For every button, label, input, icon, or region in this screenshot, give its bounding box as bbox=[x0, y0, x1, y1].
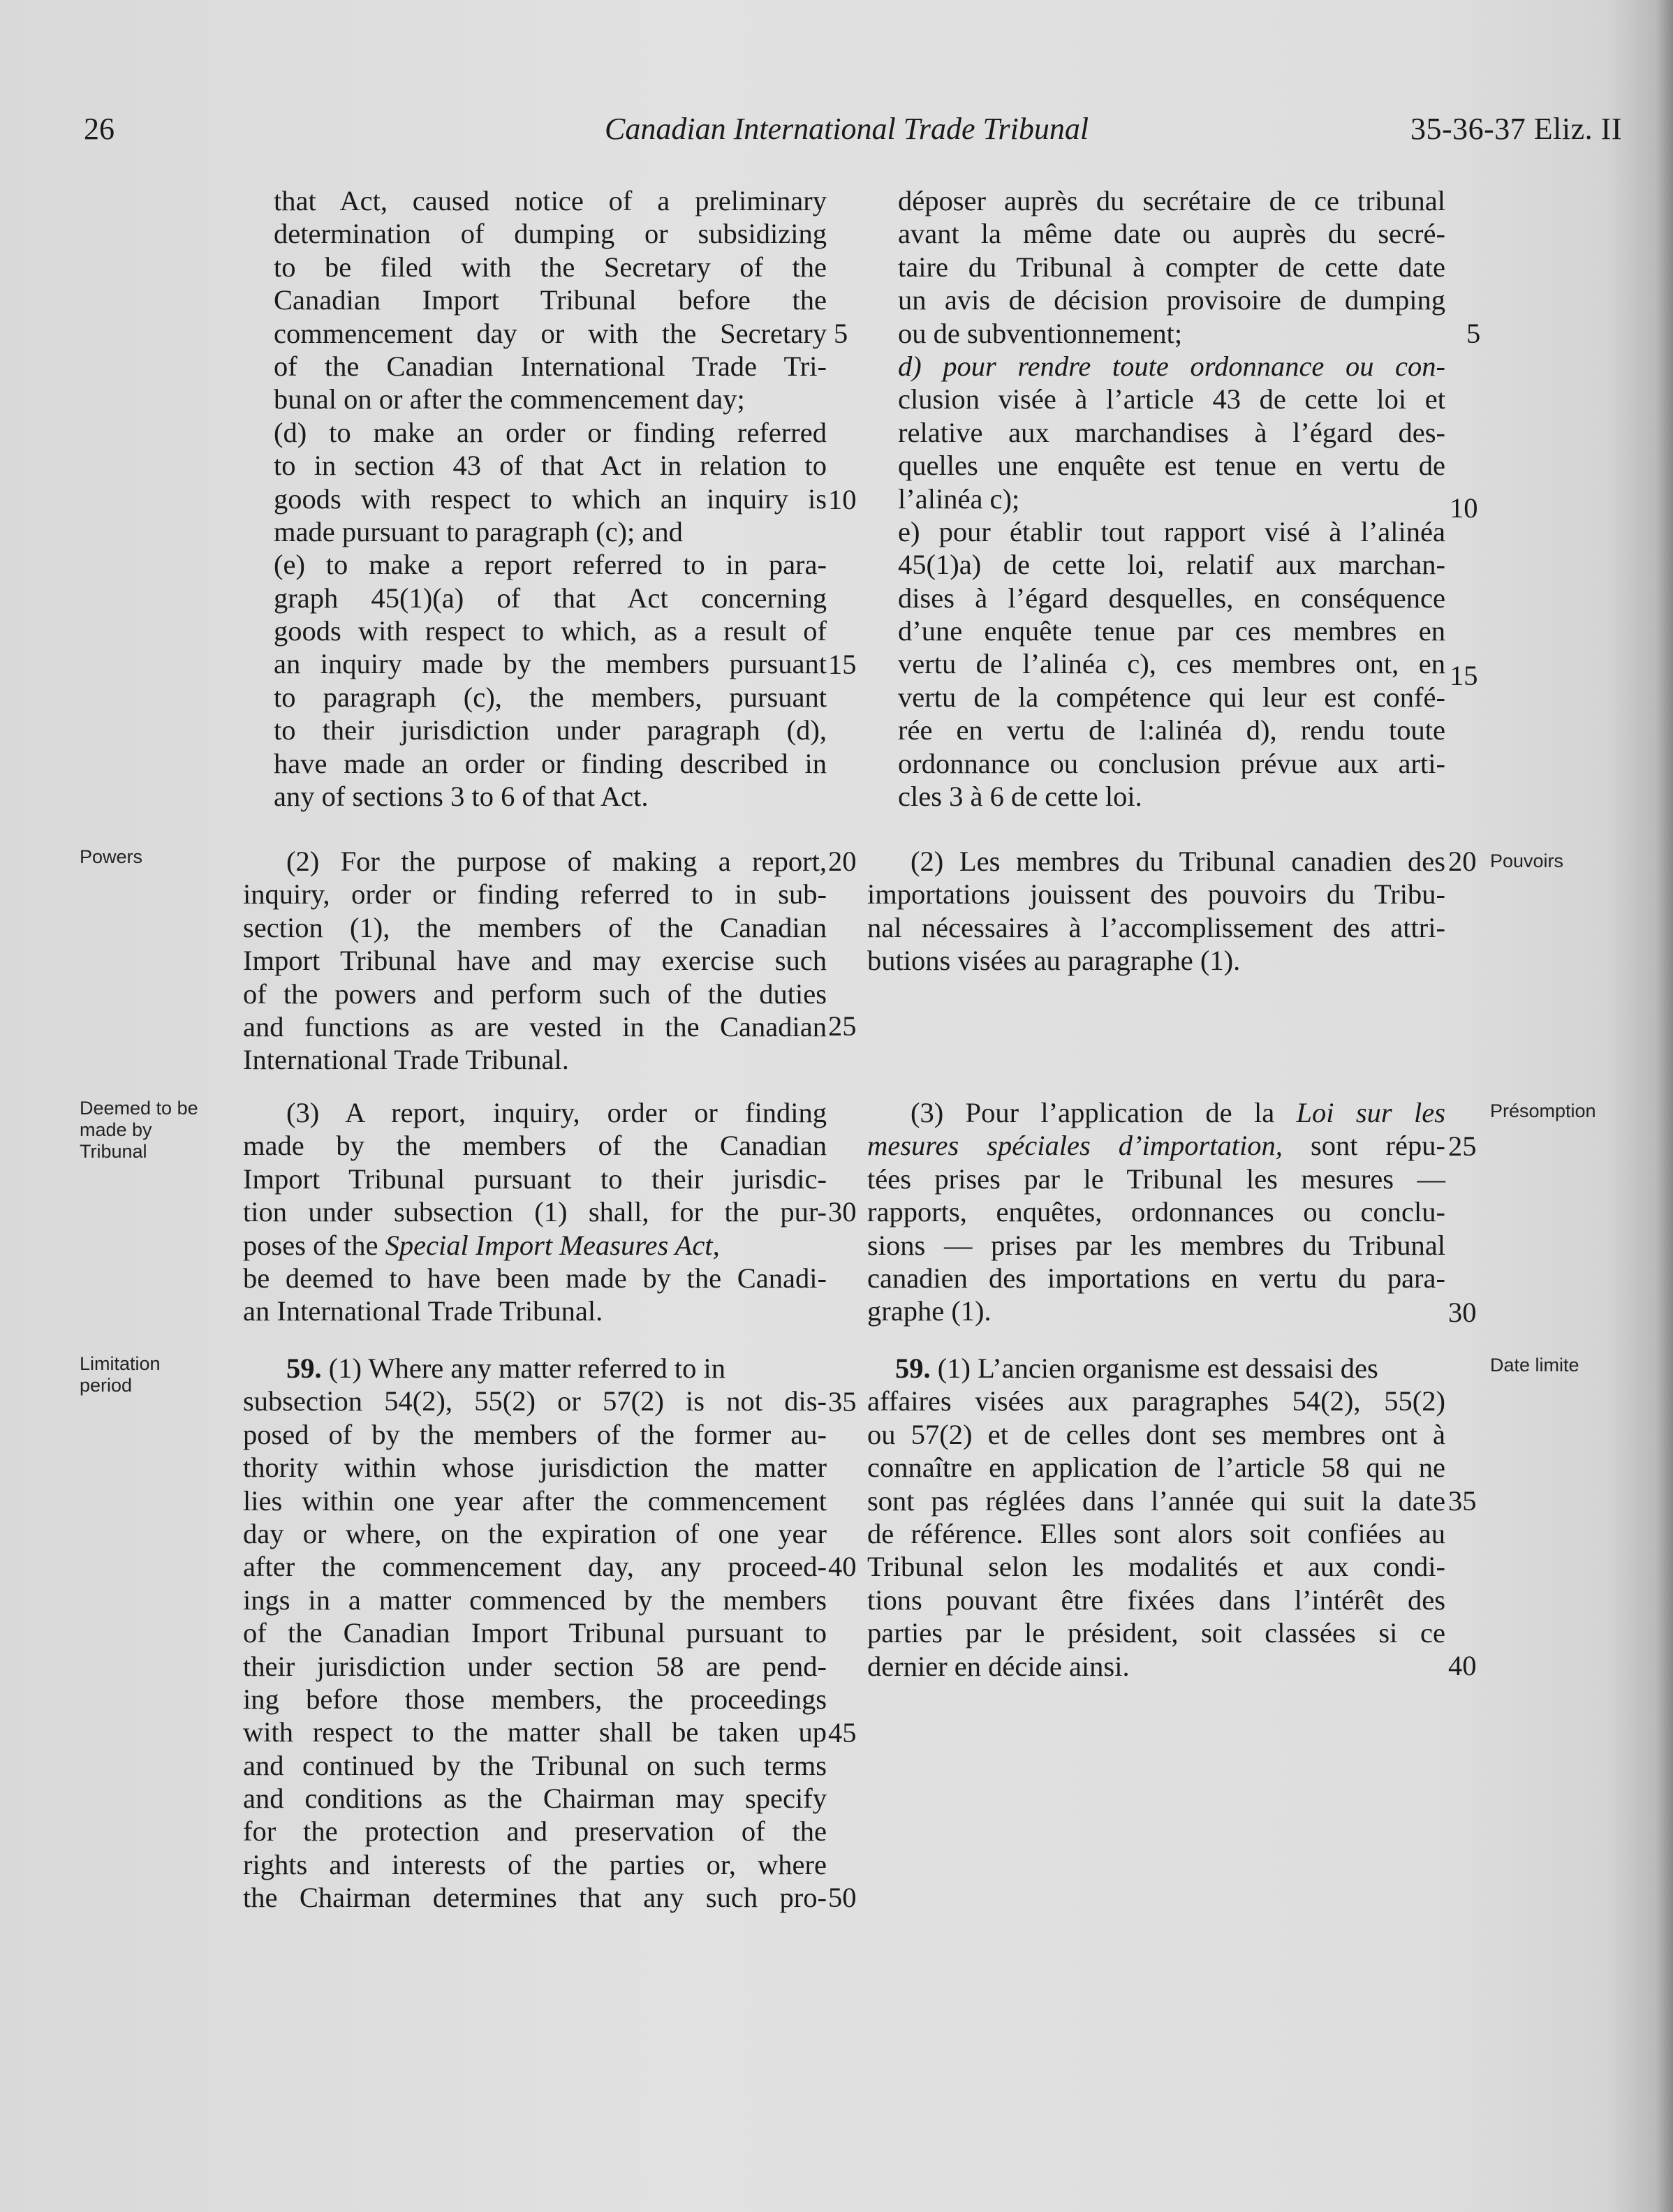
line-number: 40 bbox=[828, 1551, 857, 1582]
running-right: 35-36-37 Eliz. II bbox=[1410, 112, 1622, 146]
line-number: 20 bbox=[1448, 846, 1477, 877]
english-section-59: 59. (1) Where any matter referred to in subsection 54(2), 55(2) or 57(2) is not dis- posed of by the members of the former au- thority within whose jurisdiction the matter lies within one year after the commencement day or where, on the expiration of one year after the commencement day, any proceed- ings in a matter commenced by the members of the Canadian Import Tribunal pursuant to their jurisdiction under section 58 are pend- ing before those members, the proceedings with respect to the matter shall be taken up and continued by the Tribunal on such terms and conditions as the Chairman may specify for the protection and preservation of the rights and interests of the parties or, where the Chairman determines that any such pro- bbox=[243, 1352, 827, 1914]
margin-note-limitation: Limitation period bbox=[80, 1353, 161, 1396]
line-number: 15 bbox=[828, 649, 857, 680]
running-title: Canadian International Trade Tribunal bbox=[605, 112, 1089, 146]
line-number: 35 bbox=[1448, 1485, 1477, 1517]
line-number: 25 bbox=[828, 1010, 857, 1042]
line-number: 40 bbox=[1448, 1650, 1477, 1681]
line-number: 10 bbox=[828, 484, 857, 515]
english-subsection-2: (2) For the purpose of making a report, inquiry, order or finding referred to in sub- section (1), the members of the Canadian Import Tribunal have and may exercise such of the powers and perform such of the duties and functions as are vested in the Canadian International Trade Tribunal. bbox=[243, 846, 827, 1076]
french-subsection-2: (2) Les membres du Tribunal canadien des importations jouissent des pouvoirs du Tribu- nal nécessaires à l’accomplissement des attri- butions visées au paragraphe (1). bbox=[867, 846, 1445, 977]
line-number: 50 bbox=[828, 1882, 857, 1913]
margin-note-powers: Powers bbox=[80, 846, 143, 867]
line-number: 15 bbox=[1450, 660, 1478, 691]
page-number: 26 bbox=[84, 112, 115, 146]
margin-note-presomption: Présomption bbox=[1490, 1100, 1596, 1121]
line-number: 30 bbox=[828, 1196, 857, 1227]
margin-note-pouvoirs: Pouvoirs bbox=[1490, 850, 1564, 871]
line-number: 45 bbox=[828, 1717, 857, 1748]
line-number: 30 bbox=[1448, 1297, 1477, 1328]
line-number: 20 bbox=[828, 846, 857, 877]
line-number: 10 bbox=[1450, 492, 1478, 524]
french-paragraph-1c-cont: déposer auprès du secrétaire de ce tribunal avant la même date ou auprès du secré- taire du Tribunal à compter de cette date un avis de décision provisoire de dumping ou de subventionnement; d) pour rendre toute ordonnance ou con- clusion visée à l’article 43 de cette loi et relative aux marchandises à l’égard des- quelles une enquête est tenue en vertu de l’alinéa c); e) pour établir tout rapport visé à l’alinéa 45(1)a) de cette loi, relatif aux marchan- dises à l’égard desquelles, en conséquence d’une enquête tenue par ces membres en vertu de l’alinéa c), ces membres ont, en vertu de la compétence qui leur est confé- rée en vertu de l:alinéa d), rendu toute ordonnance ou conclusion prévue aux arti- cles 3 à 6 de cette loi. bbox=[898, 185, 1445, 813]
english-subsection-3: (3) A report, inquiry, order or finding made by the members of the Canadian Import Tribunal pursuant to their jurisdic- tion under subsection (1) shall, for the pur- poses of the Special Import Measures Act, be deemed to have been made by the Canadi- an International Trade Tribunal. bbox=[243, 1097, 827, 1327]
margin-note-date-limite: Date limite bbox=[1490, 1355, 1579, 1376]
line-number: 5 bbox=[834, 318, 848, 349]
line-number: 5 bbox=[1466, 318, 1481, 349]
line-number: 35 bbox=[828, 1386, 857, 1417]
french-subsection-3: (3) Pour l’application de la Loi sur les mesures spéciales d’importation, sont répu- tées prises par le Tribunal les mesures — rapports, enquêtes, ordonnances ou conclu- sions — prises par les membres du Tribunal canadien des importations en vertu du para- graphe (1). bbox=[867, 1097, 1445, 1327]
line-number: 25 bbox=[1448, 1130, 1477, 1162]
french-section-59: 59. (1) L’ancien organisme est dessaisi des affaires visées aux paragraphes 54(2), 55(2) ou 57(2) et de celles dont ses membres ont à connaître en application de l’article 58 qui ne sont pas réglées dans l’année qui suit la date de référence. Elles sont alors soit confiées au Tribunal selon les modalités et aux condi- tions pouvant être fixées dans l’intérêt des parties par le président, soit classées si ce dernier en décide ainsi. bbox=[867, 1352, 1445, 1682]
margin-note-deemed: Deemed to be made by Tribunal bbox=[80, 1098, 198, 1162]
english-paragraph-1c-cont: that Act, caused notice of a preliminary determination of dumping or subsidizing to be filed with the Secretary of the Canadian Import Tribunal before the commencement day or with the Secretary of the Canadian International Trade Tri- bunal on or after the commencement day; (d) to make an order or finding referred to in section 43 of that Act in relation to goods with respect to which an inquiry is made pursuant to paragraph (c); and (e) to make a report referred to in para- graph 45(1)(a) of that Act concerning goods with respect to which, as a result of an inquiry made by the members pursuant to paragraph (c), the members, pursuant to their jurisdiction under paragraph (d), have made an order or finding described in any of sections 3 to 6 of that Act. bbox=[274, 185, 827, 813]
